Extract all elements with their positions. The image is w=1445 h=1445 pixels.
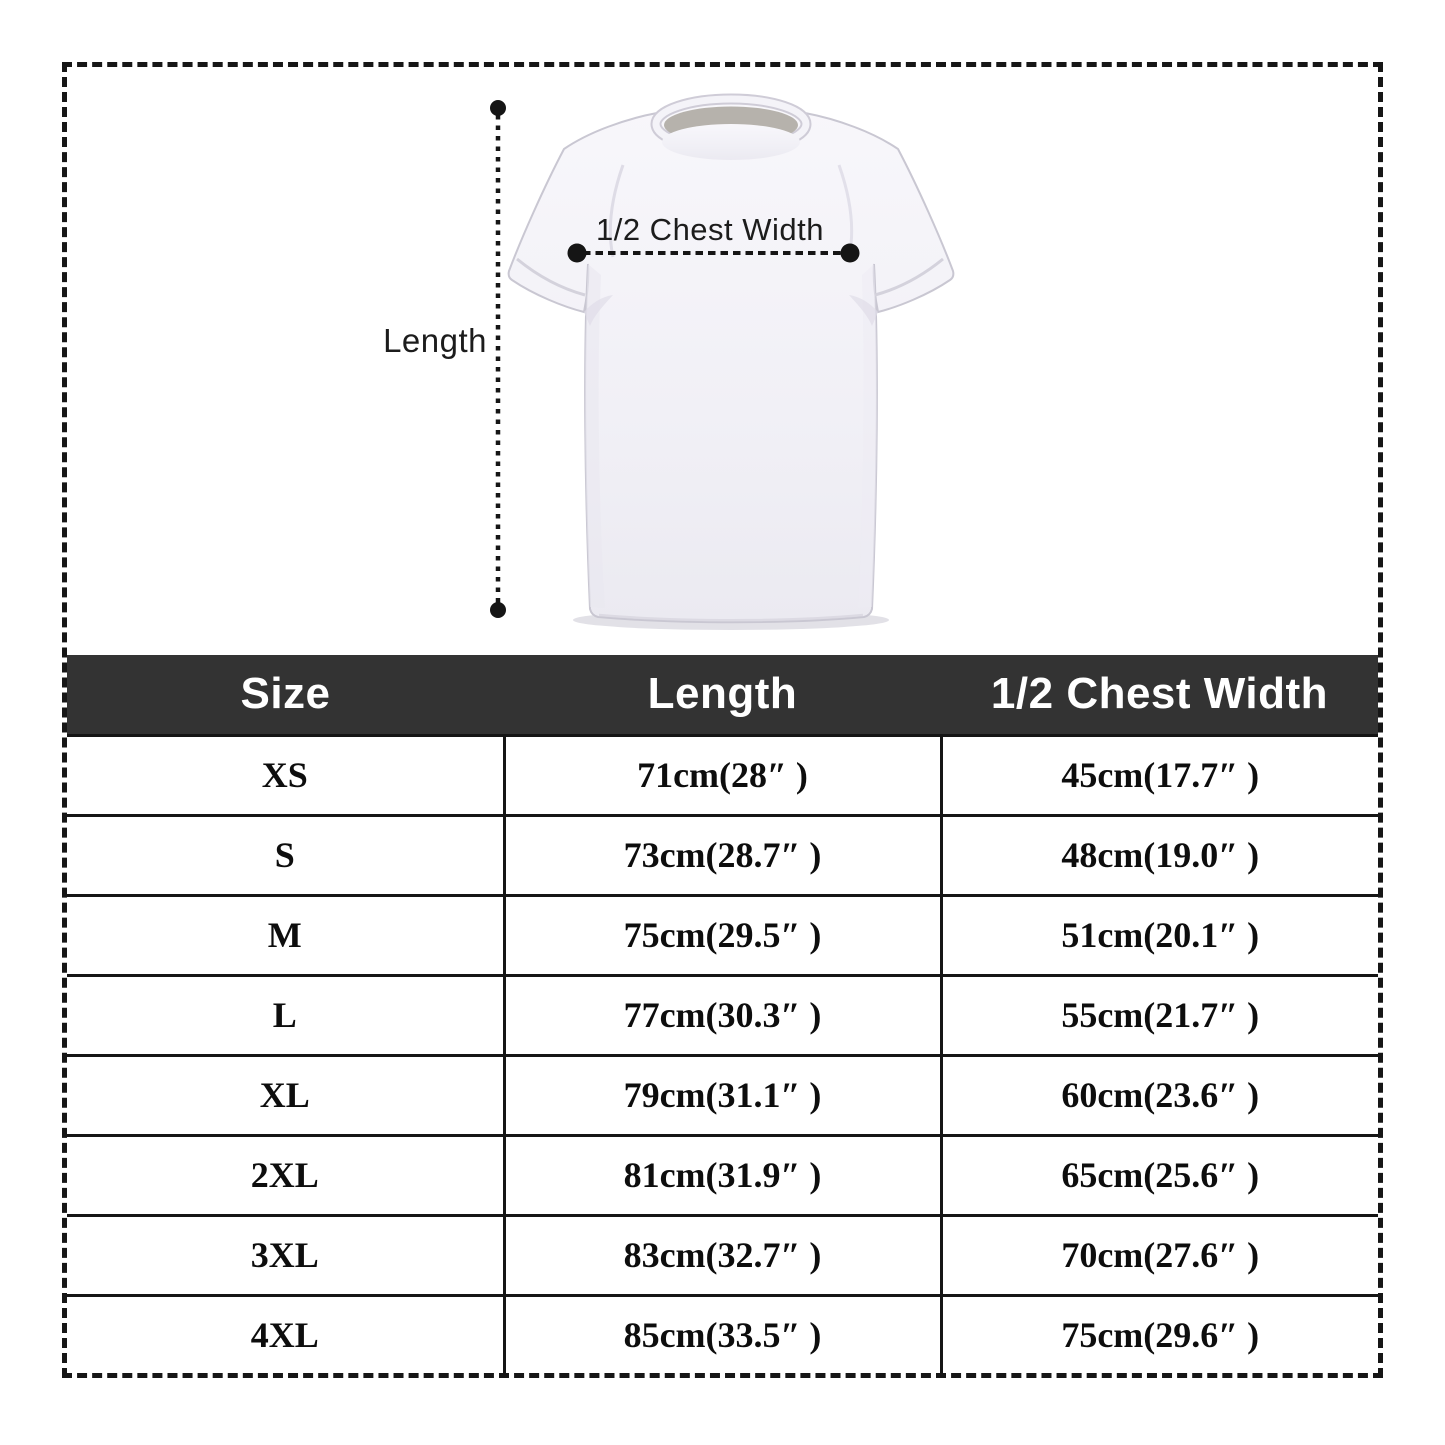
length-dimension-line [490,100,506,618]
size-cell: M [67,895,504,975]
table-row [67,1215,1378,1295]
table-row [67,1295,1378,1373]
tshirt-measurement-diagram [67,67,1378,655]
chest-cell: 55cm(21.7″ ) [941,975,1378,1055]
header-length: Length [504,655,941,735]
length-cell: 77cm(30.3″ ) [504,975,941,1055]
collar-front-fabric [662,124,800,160]
length-cell: 73cm(28.7″ ) [504,815,941,895]
table-row [67,815,1378,895]
size-cell: XS [67,735,504,815]
table-row [67,735,1378,815]
tshirt-body [509,98,954,622]
table-row [67,1135,1378,1215]
chest-cell: 65cm(25.6″ ) [941,1135,1378,1215]
size-table [67,655,1378,1373]
chest-cell: 60cm(23.6″ ) [941,1055,1378,1135]
chest-cell: 70cm(27.6″ ) [941,1215,1378,1295]
chest-cell: 75cm(29.6″ ) [941,1295,1378,1373]
size-cell: 3XL [67,1215,504,1295]
table-row [67,1055,1378,1135]
size-cell: 2XL [67,1135,504,1215]
length-cell: 81cm(31.9″ ) [504,1135,941,1215]
table-row [67,975,1378,1055]
table-row [67,895,1378,975]
chest-width-label: 1/2 Chest Width [595,212,825,247]
tshirt-graphic [67,67,1378,655]
length-cell: 83cm(32.7″ ) [504,1215,941,1295]
length-cell: 75cm(29.5″ ) [504,895,941,975]
size-cell: L [67,975,504,1055]
size-chart-frame [62,62,1383,1378]
length-cell: 79cm(31.1″ ) [504,1055,941,1135]
chest-cell: 48cm(19.0″ ) [941,815,1378,895]
header-chest-width: 1/2 Chest Width [941,655,1378,735]
size-cell: XL [67,1055,504,1135]
table-header-row [67,655,1378,735]
size-cell: S [67,815,504,895]
length-cell: 71cm(28″ ) [504,735,941,815]
header-size: Size [67,655,504,735]
length-dot-top [490,100,506,116]
length-cell: 85cm(33.5″ ) [504,1295,941,1373]
length-dot-bottom [490,602,506,618]
chest-cell: 51cm(20.1″ ) [941,895,1378,975]
size-cell: 4XL [67,1295,504,1373]
chest-cell: 45cm(17.7″ ) [941,735,1378,815]
length-label: Length [383,322,487,359]
